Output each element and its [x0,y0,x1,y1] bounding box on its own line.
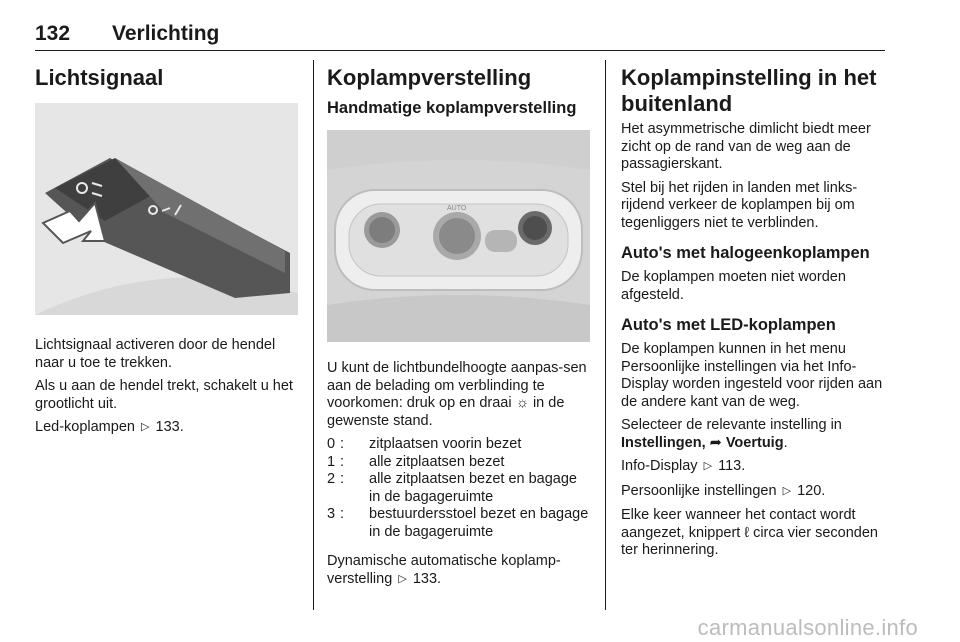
section-subtitle: Handmatige koplampverstelling [327,99,577,117]
headlight-indicator-icon: ℓ [744,524,750,541]
paragraph-text: in de gewenste stand. [327,395,565,429]
ref-page: 133. [412,570,442,587]
paragraph: Het asymmetrische dimlicht biedt meer zicht op de rand van de weg aan de passagierskant. [621,121,871,172]
reference-arrow-icon: ▷ [703,460,713,472]
list-item: 3 : bestuurdersstoel bezet en bagage in de bagageruimte [327,506,589,540]
paragraph: Als u aan de hendel trekt, schakelt u het grootlicht uit. [35,378,293,412]
menu-path-settings: Instellingen [621,434,702,451]
page-header [0,0,960,52]
ref-label: Info-Display [621,458,698,474]
paragraph-text: Selecteer de relevante instelling in [621,417,842,433]
stalk-illustration [35,103,298,315]
cross-reference [35,419,300,438]
paragraph [621,507,889,560]
subheading: Auto's met LED-koplampen [621,316,836,334]
paragraph: De koplampen moeten niet worden afgesteld. [621,269,846,303]
list-item: 2 : alle zitplaatsen bezet en bagage in de bagageruimte [327,471,577,505]
paragraph: Stel bij het rijden in landen met links-rijdend verkeer de koplampen bij om tegenliggers niet te verblinden. [621,179,858,231]
cross-reference [621,458,889,477]
menu-arrow-icon: ➦ [709,434,722,451]
paragraph-text: U kunt de lichtbundelhoogte aanpas-sen aan de belading om verblinding te voorkomen: druk op en draai [327,360,587,411]
cross-reference [327,553,592,589]
column-lichtsignaal [35,62,300,438]
section-title: Koplampinstelling in het buitenland [621,65,877,116]
section-title: Lichtsignaal [35,65,164,90]
column-koplampverstelling [327,62,592,589]
ref-label: Led-koplampen [35,419,135,435]
list-item: 1 : alle zitplaatsen bezet [327,453,505,470]
page-number: 132 [35,22,71,45]
column-koplampinstelling [621,62,889,560]
reference-arrow-icon: ▷ [141,421,150,433]
reference-arrow-icon: ▷ [398,572,407,585]
paragraph: De koplampen kunnen in het menu Persoonlijke instellingen via het Info-Display worden ingesteld voor rijden aan de andere kant van de weg. [621,341,883,410]
leveling-wheel-icon: ☼ [515,395,529,411]
paragraph-text: circa vier seconden ter herinnering. [621,524,878,558]
ref-page: 113. [718,458,746,474]
ref-page: 133. [155,419,184,435]
paragraph [327,360,592,430]
cross-reference [621,483,889,502]
column-divider [313,60,314,610]
ref-page: 120. [797,482,826,499]
ref-label: Persoonlijke instellingen [621,482,777,499]
watermark: carmanualsonline.info [697,615,918,640]
switch-auto-label: AUTO [447,205,467,212]
paragraph-text: Elke keer wanneer het contact wordt aangezet, knippert [621,507,856,541]
menu-path-vehicle: Voertuig [725,434,784,451]
list-item: 0 : zitplaatsen voorin bezet [327,436,522,452]
subheading: Auto's met halogeenkoplampen [621,244,870,262]
header-rule [35,50,885,51]
leveling-positions-list [327,436,592,541]
ref-label: Dynamische automatische koplamp-verstelling [327,553,561,587]
column-divider [605,60,606,610]
chapter-title: Verlichting [112,22,220,45]
reference-arrow-icon: ▷ [782,484,792,497]
section-title: Koplampverstelling [327,65,532,90]
paragraph: Lichtsignaal activeren door de hendel naar u toe te trekken. [35,337,276,371]
headlight-switch-illustration [327,130,590,342]
paragraph: Selecteer de relevante instelling in Instellingen, ➦ Voertuig. [621,417,842,451]
